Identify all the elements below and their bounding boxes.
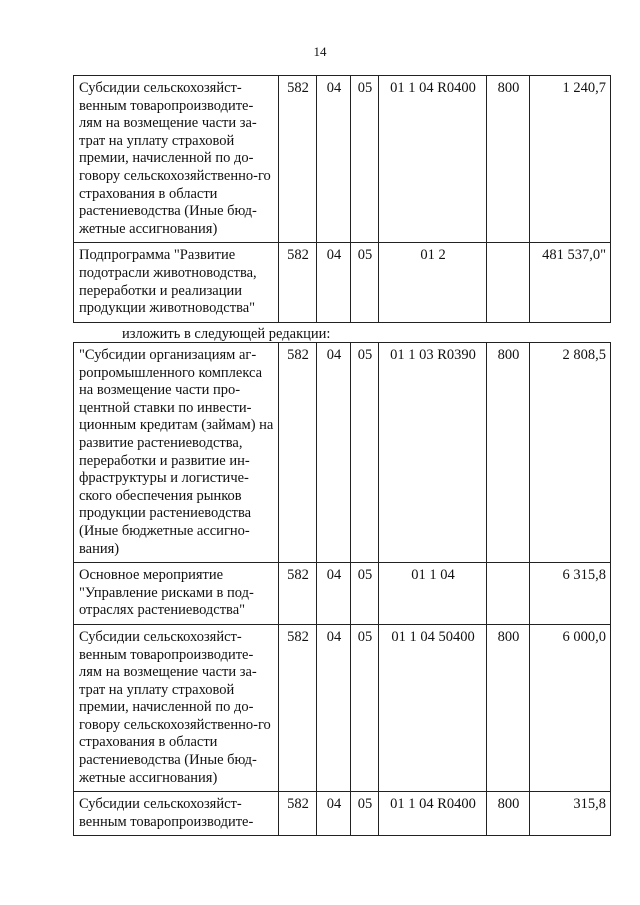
cell-name: Подпрограмма "Развитие подотрасли животноводства, переработки и реализации продукции животноводства"	[74, 243, 279, 322]
cell-section: 04	[317, 243, 351, 322]
page-number: 14	[313, 44, 327, 59]
table-row	[74, 624, 611, 791]
cell-subsection: 05	[351, 563, 379, 625]
table-row	[74, 563, 611, 625]
cell-name: Субсидии сельскохозяйст-венным товаропроизводите-	[74, 792, 279, 836]
cell-subsection: 05	[351, 243, 379, 322]
cell-expense-type: 800	[487, 343, 530, 563]
budget-table-bottom	[73, 342, 611, 836]
cell-amount: 2 808,5	[530, 343, 611, 563]
cell-section: 04	[317, 624, 351, 791]
table-row	[74, 343, 611, 563]
cell-target-article: 01 1 04 50400	[379, 624, 487, 791]
table-row	[74, 792, 611, 836]
cell-section: 04	[317, 76, 351, 243]
cell-name: Субсидии сельскохозяйст-венным товаропроизводите-лям на возмещение части за-трат на уплату страховой премии, начисленной по до-говору сельскохозяйственно-го страхования в области растениеводства (Иные бюд-жетные ассигнования)	[74, 76, 279, 243]
cell-section: 04	[317, 792, 351, 836]
cell-name: Основное мероприятие "Управление рисками в под-отраслях растениеводства"	[74, 563, 279, 625]
cell-grbs: 582	[279, 343, 317, 563]
cell-section: 04	[317, 343, 351, 563]
budget-table-top	[73, 75, 611, 323]
cell-target-article: 01 1 03 R0390	[379, 343, 487, 563]
table-row	[74, 76, 611, 243]
cell-amount: 315,8	[530, 792, 611, 836]
cell-subsection: 05	[351, 76, 379, 243]
instruction-text: изложить в следующей редакции:	[122, 326, 331, 342]
cell-grbs: 582	[279, 243, 317, 322]
table-row	[74, 243, 611, 322]
cell-section: 04	[317, 563, 351, 625]
cell-expense-type: 800	[487, 76, 530, 243]
cell-amount: 1 240,7	[530, 76, 611, 243]
cell-subsection: 05	[351, 343, 379, 563]
cell-target-article: 01 2	[379, 243, 487, 322]
cell-expense-type: 800	[487, 792, 530, 836]
cell-amount: 481 537,0"	[530, 243, 611, 322]
cell-target-article: 01 1 04	[379, 563, 487, 625]
cell-target-article: 01 1 04 R0400	[379, 76, 487, 243]
cell-grbs: 582	[279, 624, 317, 791]
cell-name: "Субсидии организациям аг-ропромышленного комплекса на возмещение части про-центной ставки по инвести-ционным кредитам (займам) на развитие растениеводства, переработки и развитие ин-фраструктуры и логистиче-ского обеспечения рынков продукции растениеводства (Иные бюджетные ассигно-вания)	[74, 343, 279, 563]
cell-amount: 6 000,0	[530, 624, 611, 791]
cell-target-article: 01 1 04 R0400	[379, 792, 487, 836]
cell-subsection: 05	[351, 792, 379, 836]
cell-grbs: 582	[279, 76, 317, 243]
cell-grbs: 582	[279, 792, 317, 836]
cell-expense-type	[487, 243, 530, 322]
cell-expense-type	[487, 563, 530, 625]
cell-expense-type: 800	[487, 624, 530, 791]
cell-subsection: 05	[351, 624, 379, 791]
cell-amount: 6 315,8	[530, 563, 611, 625]
cell-name: Субсидии сельскохозяйст-венным товаропроизводите-лям на возмещение части за-трат на уплату страховой премии, начисленной по до-говору сельскохозяйственно-го страхования в области растениеводства (Иные бюд-жетные ассигнования)	[74, 624, 279, 791]
cell-grbs: 582	[279, 563, 317, 625]
